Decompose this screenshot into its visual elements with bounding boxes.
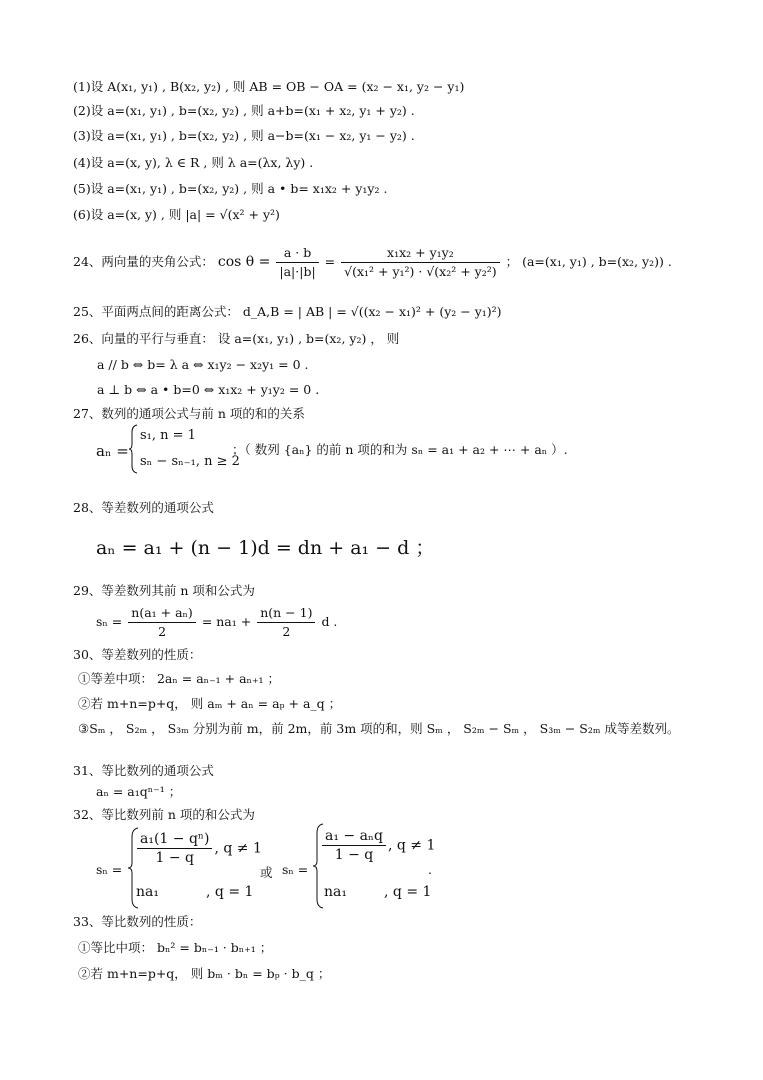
geo-property-1: ①等比中项： bₙ² = bₙ₋₁ · bₙ₊₁ ；	[78, 940, 273, 955]
frac-numerator: x₁x₂ + y₁y₂	[341, 244, 500, 263]
parallel-condition: a // b ⇔ b= λ a ⇔ x₁y₂ − x₂y₁ = 0 .	[97, 357, 309, 372]
frac-numerator: n(a₁ + aₙ)	[128, 604, 196, 623]
section-32-title: 32、等比数列前 n 项的和公式为	[73, 807, 255, 822]
vector-op-no: (3)	[73, 128, 91, 143]
sn-lhs-b: sₙ =	[282, 862, 309, 877]
vector-op-1	[73, 79, 464, 95]
angle-fraction-2	[341, 244, 500, 281]
vector-op-text: 设 a=(x₁, y₁) , b=(x₂, y₂) , 则 a+b=(x₁ + x₂, y₁ + y₂) .	[90, 103, 415, 118]
section-25-title: 25、平面两点间的距离公式：	[73, 304, 239, 319]
geo-case-2b-cond: , q = 1	[384, 884, 432, 900]
vector-op-no: (2)	[73, 103, 91, 118]
geo-case-2-cond: , q = 1	[206, 884, 254, 900]
geo-sum-case-1b	[320, 827, 435, 864]
vector-op-2	[73, 103, 415, 119]
end-period: .	[428, 862, 432, 877]
section-33-title: 33、等比数列的性质：	[73, 914, 202, 929]
vector-op-text: 设 a=(x, y), λ ∈ R , 则 λ a=(λx, λy) .	[90, 155, 314, 170]
angle-fraction-1	[276, 244, 318, 281]
vector-op-text: 设 a=(x₁, y₁) , b=(x₂, y₂) , 则 a • b= x₁x₂ + y₁y₂ .	[90, 181, 388, 196]
distance-formula: d_A,B = | AB | = √((x₂ − x₁)² + (y₂ − y₁)²)	[242, 304, 502, 319]
vector-op-5	[73, 181, 387, 197]
sn-lhs-a: sₙ =	[96, 862, 123, 877]
vector-op-no: (5)	[73, 181, 91, 196]
frac-denominator: 2	[282, 624, 291, 639]
geo-fraction-b	[322, 827, 386, 864]
frac-numerator: n(n − 1)	[257, 604, 315, 623]
geo-fraction-a	[137, 830, 212, 867]
equals-sign: =	[324, 254, 336, 269]
vector-op-no: (4)	[73, 155, 91, 170]
frac-denominator: 1 − q	[155, 850, 194, 866]
case-2: sₙ − sₙ₋₁, n ≥ 2	[140, 454, 240, 469]
geo-property-2: ②若 m+n=p+q， 则 bₘ · bₙ = bₚ · b_q ；	[78, 966, 331, 981]
frac-numerator: a₁ − aₙq	[322, 827, 386, 846]
geometric-general-term: aₙ = a₁qⁿ⁻¹ ；	[96, 784, 182, 799]
case-1: s₁, n = 1	[140, 428, 196, 443]
section-27-tail: ；（ 数列 {aₙ} 的前 n 项的和为 sₙ = a₁ + a₂ + ⋯ + aₙ ）.	[232, 442, 568, 457]
sum-tail: d .	[321, 614, 338, 629]
sum-fraction-1	[128, 604, 196, 641]
perpendicular-condition: a ⊥ b ⇔ a • b=0 ⇔ x₁x₂ + y₁y₂ = 0 .	[97, 382, 320, 397]
section-30-title: 30、等差数列的性质：	[73, 647, 202, 662]
cos-lhs: cos θ =	[217, 254, 271, 270]
section-24-title: 24、两向量的夹角公式：	[73, 254, 214, 269]
geo-case-2b-value: na₁	[324, 884, 347, 900]
frac-denominator: √(x₁² + y₁²) · √(x₂² + y₂²)	[344, 264, 497, 279]
case-condition: , q ≠ 1	[214, 840, 262, 857]
or-label: 或	[260, 865, 273, 880]
frac-numerator: a₁(1 − qⁿ)	[137, 830, 212, 849]
sum-middle: = na₁ +	[201, 614, 252, 629]
arithmetic-sum	[96, 602, 337, 642]
section-25	[73, 304, 502, 320]
vector-op-text: 设 a=(x, y) , 则 |a| = √(x² + y²)	[90, 207, 280, 222]
left-brace-27	[128, 424, 138, 474]
geo-sum-case-1	[135, 830, 262, 867]
section-27-title: 27、数列的通项公式与前 n 项的和的关系	[73, 406, 305, 421]
section-29-title: 29、等差数列其前 n 项和公式为	[73, 583, 255, 598]
frac-denominator: |a|·|b|	[279, 264, 316, 279]
frac-denominator: 2	[158, 624, 167, 639]
sum-fraction-2	[257, 604, 315, 641]
vector-op-4	[73, 155, 313, 171]
section-26-title: 26、向量的平行与垂直： 设 a=(x₁, y₁) , b=(x₂, y₂) ， 则	[73, 331, 400, 346]
section-28-title: 28、等差数列的通项公式	[73, 500, 214, 515]
case-condition: , q ≠ 1	[387, 837, 436, 854]
section-31-title: 31、等比数列的通项公式	[73, 763, 214, 778]
vector-op-text: 设 A(x₁, y₁) , B(x₂, y₂) , 则 AB = OB − OA = (x₂ − x₁, y₂ − y₁)	[90, 79, 465, 94]
section-24-tail: ； (a=(x₁, y₁) , b=(x₂, y₂)) .	[505, 254, 672, 269]
section-24	[73, 242, 672, 282]
vector-op-no: (1)	[73, 79, 91, 94]
an-lhs: aₙ =	[96, 442, 129, 460]
arith-property-3: ③Sₘ ， S₂ₘ ， S₃ₘ 分别为前 m，前 2m，前 3m 项的和，则 Sₘ ， S₂ₘ − Sₘ ， S₃ₘ − S₂ₘ 成等差数列。	[78, 721, 680, 736]
frac-denominator: 1 − q	[334, 847, 374, 863]
arith-property-1: ①等差中项： 2aₙ = aₙ₋₁ + aₙ₊₁ ；	[78, 671, 281, 686]
vector-op-3	[73, 128, 415, 144]
frac-numerator: a · b	[276, 244, 318, 263]
arithmetic-general-term: aₙ = a₁ + (n − 1)d = dn + a₁ − d ；	[96, 537, 435, 559]
geo-case-2-value: na₁	[136, 884, 159, 900]
sn-lhs: sₙ =	[96, 614, 123, 629]
arith-property-2: ②若 m+n=p+q， 则 aₘ + aₙ = aₚ + a_q ；	[78, 696, 342, 711]
vector-op-no: (6)	[73, 207, 91, 222]
vector-op-text: 设 a=(x₁, y₁) , b=(x₂, y₂) , 则 a−b=(x₁ − x₂, y₁ − y₂) .	[90, 128, 415, 143]
vector-op-6	[73, 207, 280, 223]
